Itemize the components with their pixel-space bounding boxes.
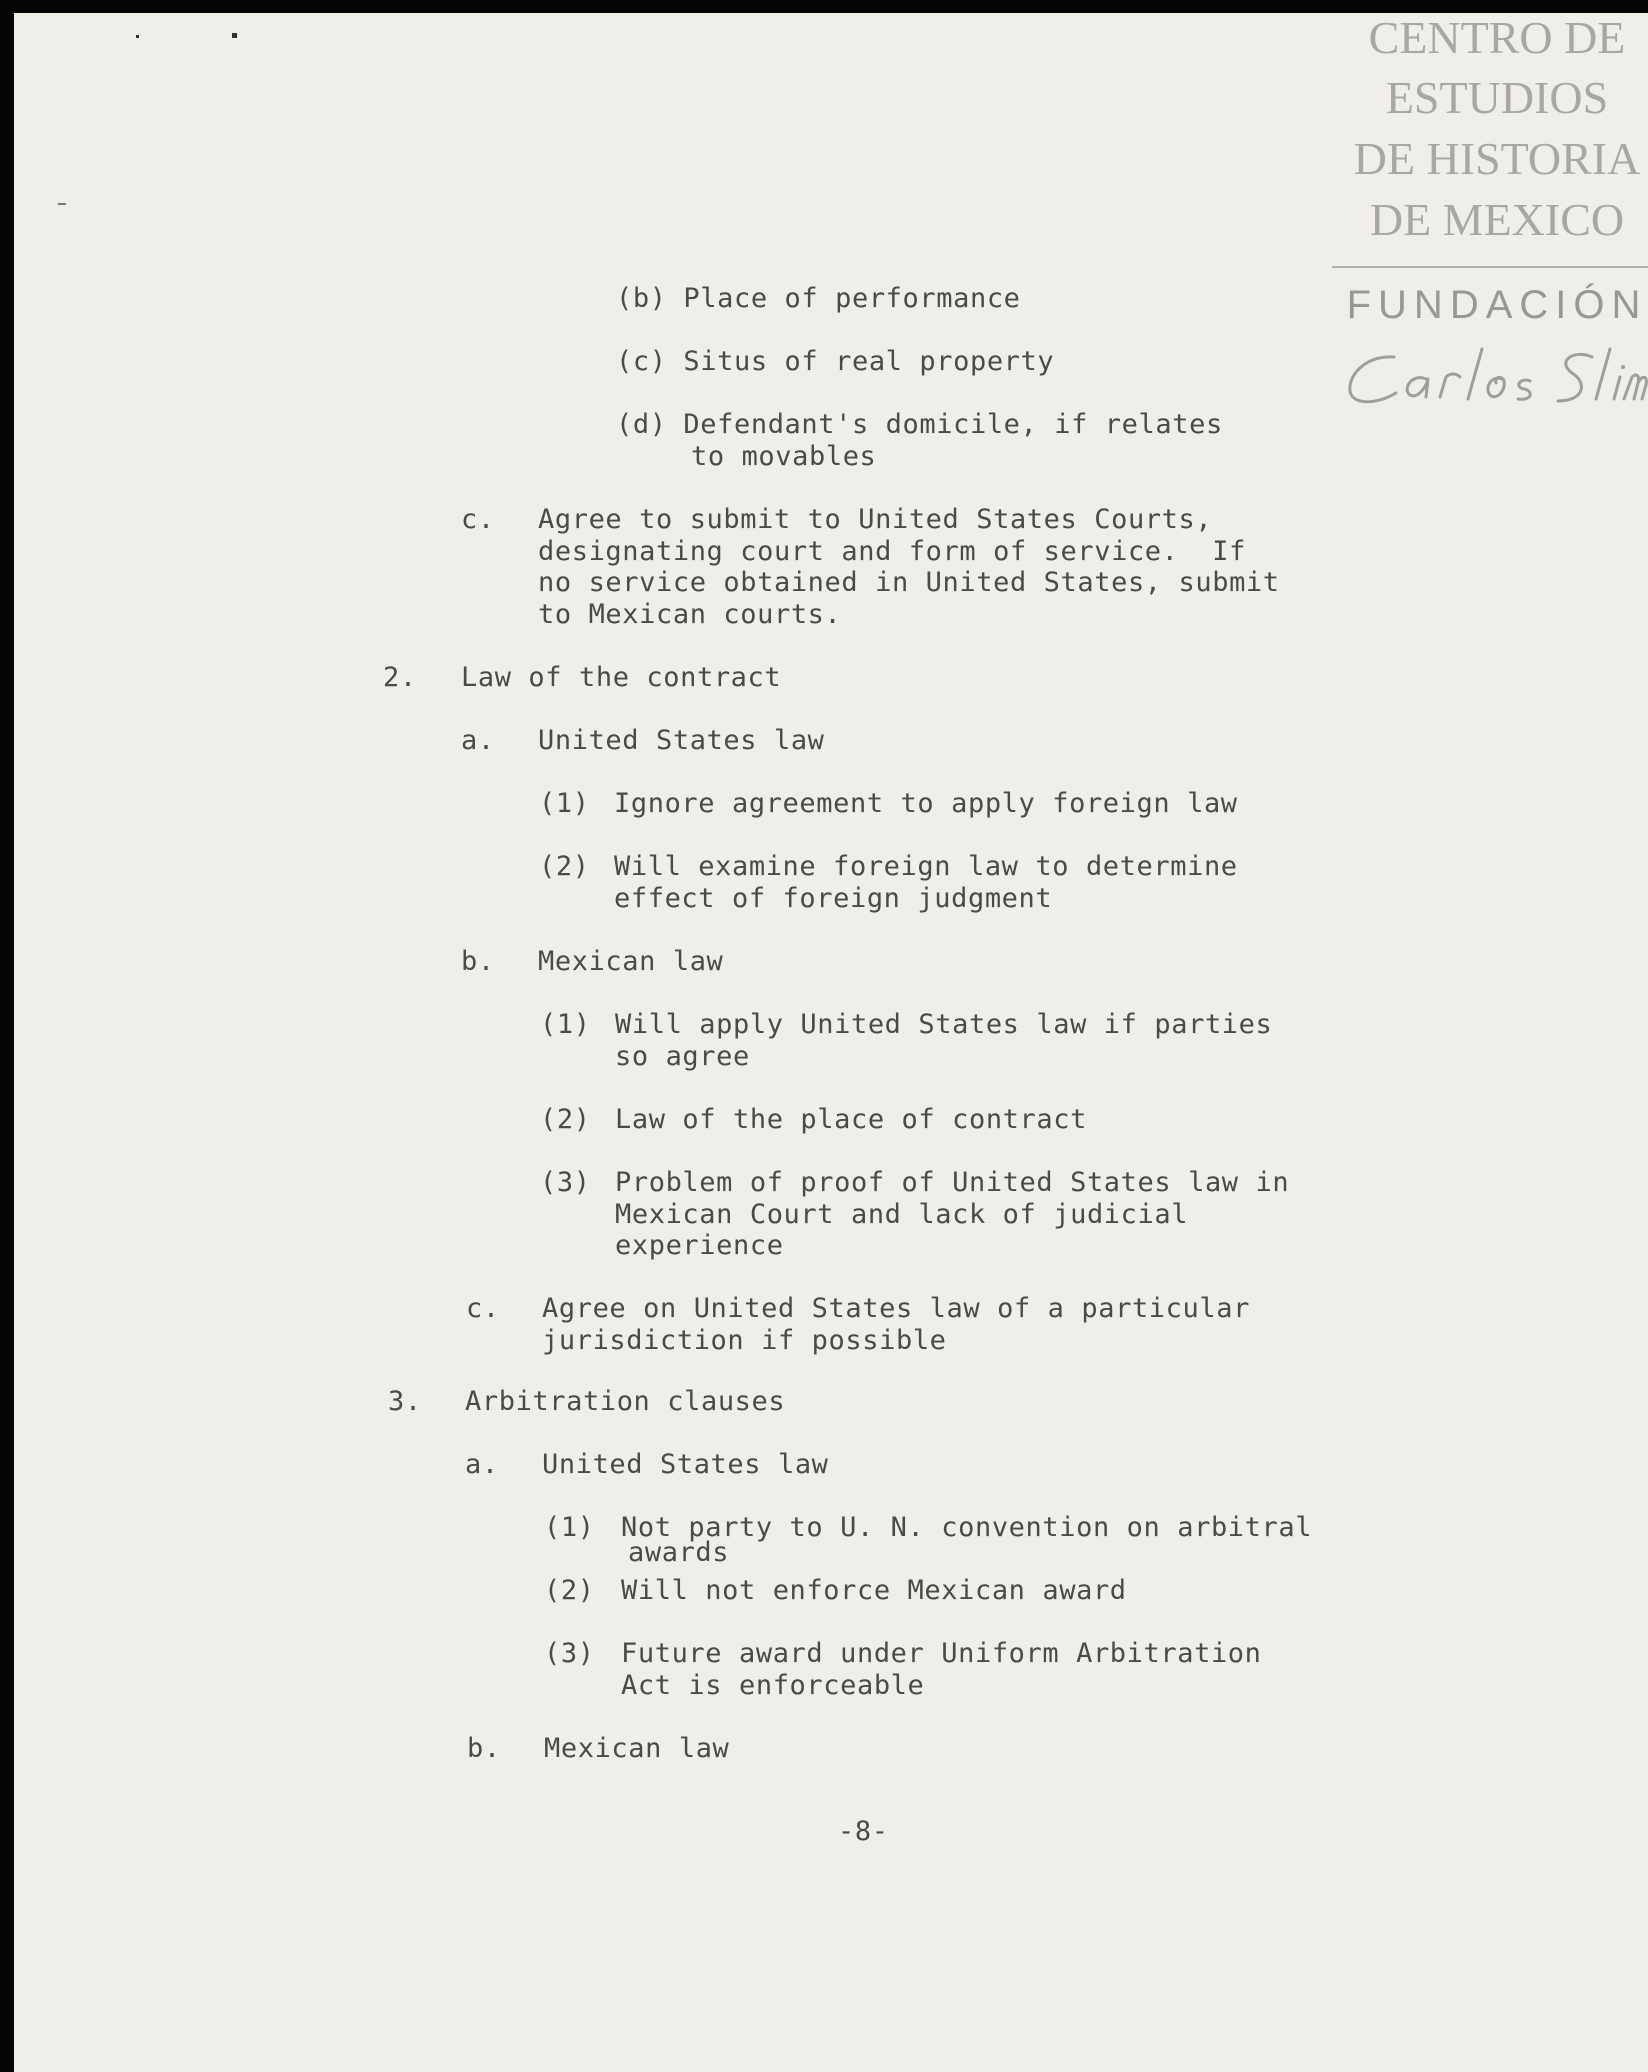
text-line: (d) Defendant's domicile, if relates bbox=[616, 409, 1223, 440]
text-line: Law of the place of contract bbox=[615, 1104, 1087, 1135]
watermark-line: DE HISTORIA bbox=[1353, 133, 1641, 184]
text-line: experience bbox=[615, 1230, 784, 1261]
scan-speck bbox=[136, 35, 139, 38]
document-page bbox=[14, 13, 1648, 2072]
text-line: United States law bbox=[538, 725, 825, 756]
text-line: awards bbox=[628, 1537, 730, 1568]
text-line: (c) Situs of real property bbox=[616, 346, 1055, 377]
watermark-rule bbox=[1332, 266, 1648, 268]
outline-marker: c. bbox=[461, 504, 495, 535]
text-line: to Mexican courts. bbox=[538, 599, 842, 630]
outline-marker: 2. bbox=[383, 662, 417, 693]
text-line: Agree to submit to United States Courts, bbox=[538, 504, 1213, 535]
text-line: Will examine foreign law to determine bbox=[614, 851, 1238, 882]
text-line: United States law bbox=[542, 1449, 829, 1480]
scan-speck bbox=[58, 203, 66, 205]
outline-marker: (2) bbox=[539, 851, 590, 882]
outline-marker: (1) bbox=[544, 1512, 595, 1543]
text-line: Problem of proof of United States law in bbox=[615, 1167, 1290, 1198]
text-line: jurisdiction if possible bbox=[542, 1325, 947, 1356]
outline-marker: (1) bbox=[539, 788, 590, 819]
text-line: effect of foreign judgment bbox=[614, 883, 1053, 914]
section-heading: Law of the contract bbox=[461, 662, 782, 693]
text-line: Not party to U. N. convention on arbitral bbox=[621, 1512, 1313, 1543]
watermark-line: DE MEXICO bbox=[1369, 194, 1625, 245]
text-line: Ignore agreement to apply foreign law bbox=[614, 788, 1238, 819]
outline-marker: 3. bbox=[388, 1386, 422, 1417]
outline-marker: (2) bbox=[540, 1104, 591, 1135]
watermark bbox=[1332, 13, 1648, 413]
outline-marker: b. bbox=[461, 946, 495, 977]
watermark-signature bbox=[1342, 343, 1648, 413]
text-line: to movables bbox=[691, 441, 877, 472]
text-line: (b) Place of performance bbox=[616, 283, 1021, 314]
watermark-line: ESTUDIOS bbox=[1385, 72, 1609, 123]
outline-marker: a. bbox=[461, 725, 495, 756]
watermark-foundation: FUNDACIÓN bbox=[1346, 283, 1648, 327]
text-line: Will apply United States law if parties bbox=[615, 1009, 1273, 1040]
text-line: designating court and form of service. If bbox=[538, 536, 1246, 567]
outline-marker: b. bbox=[467, 1733, 501, 1764]
outline-marker: (3) bbox=[544, 1638, 595, 1669]
outline-marker: c. bbox=[466, 1293, 500, 1324]
outline-marker: (2) bbox=[544, 1575, 595, 1606]
outline-marker: (1) bbox=[540, 1009, 591, 1040]
outline-marker: a. bbox=[465, 1449, 499, 1480]
text-line: Future award under Uniform Arbitration bbox=[621, 1638, 1262, 1669]
text-line: Mexican Court and lack of judicial bbox=[615, 1199, 1189, 1230]
text-line: no service obtained in United States, submit bbox=[538, 567, 1280, 598]
text-line: Mexican law bbox=[538, 946, 724, 977]
text-line: Mexican law bbox=[544, 1733, 730, 1764]
scan-speck bbox=[232, 33, 237, 38]
text-line: so agree bbox=[615, 1041, 750, 1072]
text-line: Agree on United States law of a particular bbox=[542, 1293, 1250, 1324]
watermark-line: CENTRO DE bbox=[1368, 13, 1626, 63]
page-number: -8- bbox=[838, 1816, 889, 1847]
text-line: Act is enforceable bbox=[621, 1670, 925, 1701]
section-heading: Arbitration clauses bbox=[465, 1386, 786, 1417]
outline-marker: (3) bbox=[540, 1167, 591, 1198]
text-line: Will not enforce Mexican award bbox=[621, 1575, 1127, 1606]
